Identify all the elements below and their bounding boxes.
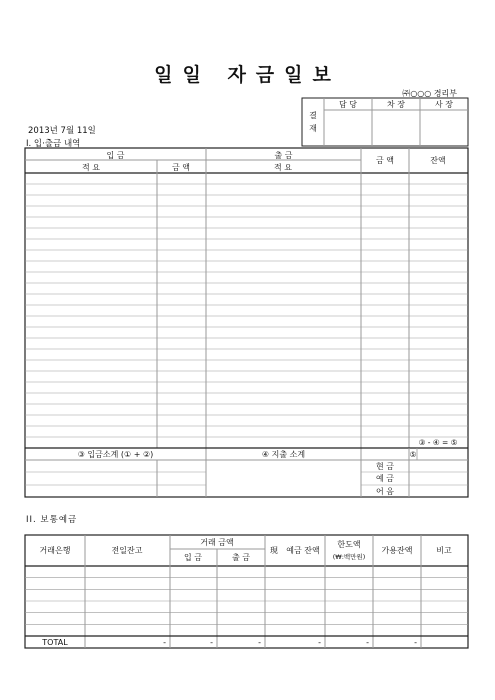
- inflow-header: 입 금: [106, 151, 125, 160]
- balance-header: 잔액: [430, 156, 446, 165]
- total-value: -: [318, 638, 321, 647]
- bank-header: 거래은행: [39, 546, 71, 555]
- inflow-subtotal: ③ 입금소계 (① + ②): [77, 450, 154, 459]
- cashflow-table: [25, 148, 468, 497]
- desc-col: 적 요: [274, 163, 292, 172]
- approval-role: 차 장: [387, 100, 405, 109]
- circle-five: ⑤: [409, 450, 417, 459]
- total-value: -: [366, 638, 369, 647]
- total-value: -: [210, 638, 213, 647]
- balance-formula: ③ - ④ = ⑤: [418, 438, 458, 447]
- outflow-header: 출 금: [274, 151, 293, 160]
- approval-role: 사 장: [435, 100, 453, 109]
- approval-label: 재: [309, 124, 317, 133]
- company-label: ㈜○○○ 경리부: [402, 89, 457, 98]
- total-value: -: [414, 638, 417, 647]
- in-header: 입 금: [184, 553, 202, 562]
- trade-header: 거래 금액: [200, 538, 234, 547]
- cash-label: 현 금: [376, 462, 394, 471]
- section1-title: I. 입·출금 내역: [26, 139, 81, 149]
- approval-label: 결: [309, 111, 317, 120]
- balance2-header: 예금 잔액: [286, 546, 320, 555]
- section2-title: II. 보통예금: [26, 515, 78, 525]
- page-title: 일일 자금일보: [154, 64, 341, 86]
- out-header: 출 금: [232, 553, 250, 562]
- note-header: 비고: [436, 546, 452, 555]
- total-label: TOTAL: [42, 638, 68, 647]
- approval-role: 담 당: [339, 100, 357, 109]
- prev-header: 전일잔고: [111, 546, 143, 555]
- available-header: 가용잔액: [381, 546, 413, 555]
- amount-col: 금 액: [172, 163, 190, 172]
- bill-label: 어 음: [376, 487, 394, 496]
- total-value: -: [163, 638, 166, 647]
- outflow-subtotal: ④ 지출 소계: [261, 450, 306, 459]
- desc-col: 적 요: [82, 163, 100, 172]
- limit-header: 한도액: [337, 540, 361, 549]
- limit-unit: (₩:백만원): [332, 553, 366, 561]
- deposit-label: 예 금: [376, 474, 394, 483]
- report-date: 2013년 7월 11일: [28, 126, 96, 136]
- total-value: -: [258, 638, 261, 647]
- amount-header: 금 액: [376, 156, 394, 165]
- hyeon-header: 現: [270, 546, 278, 555]
